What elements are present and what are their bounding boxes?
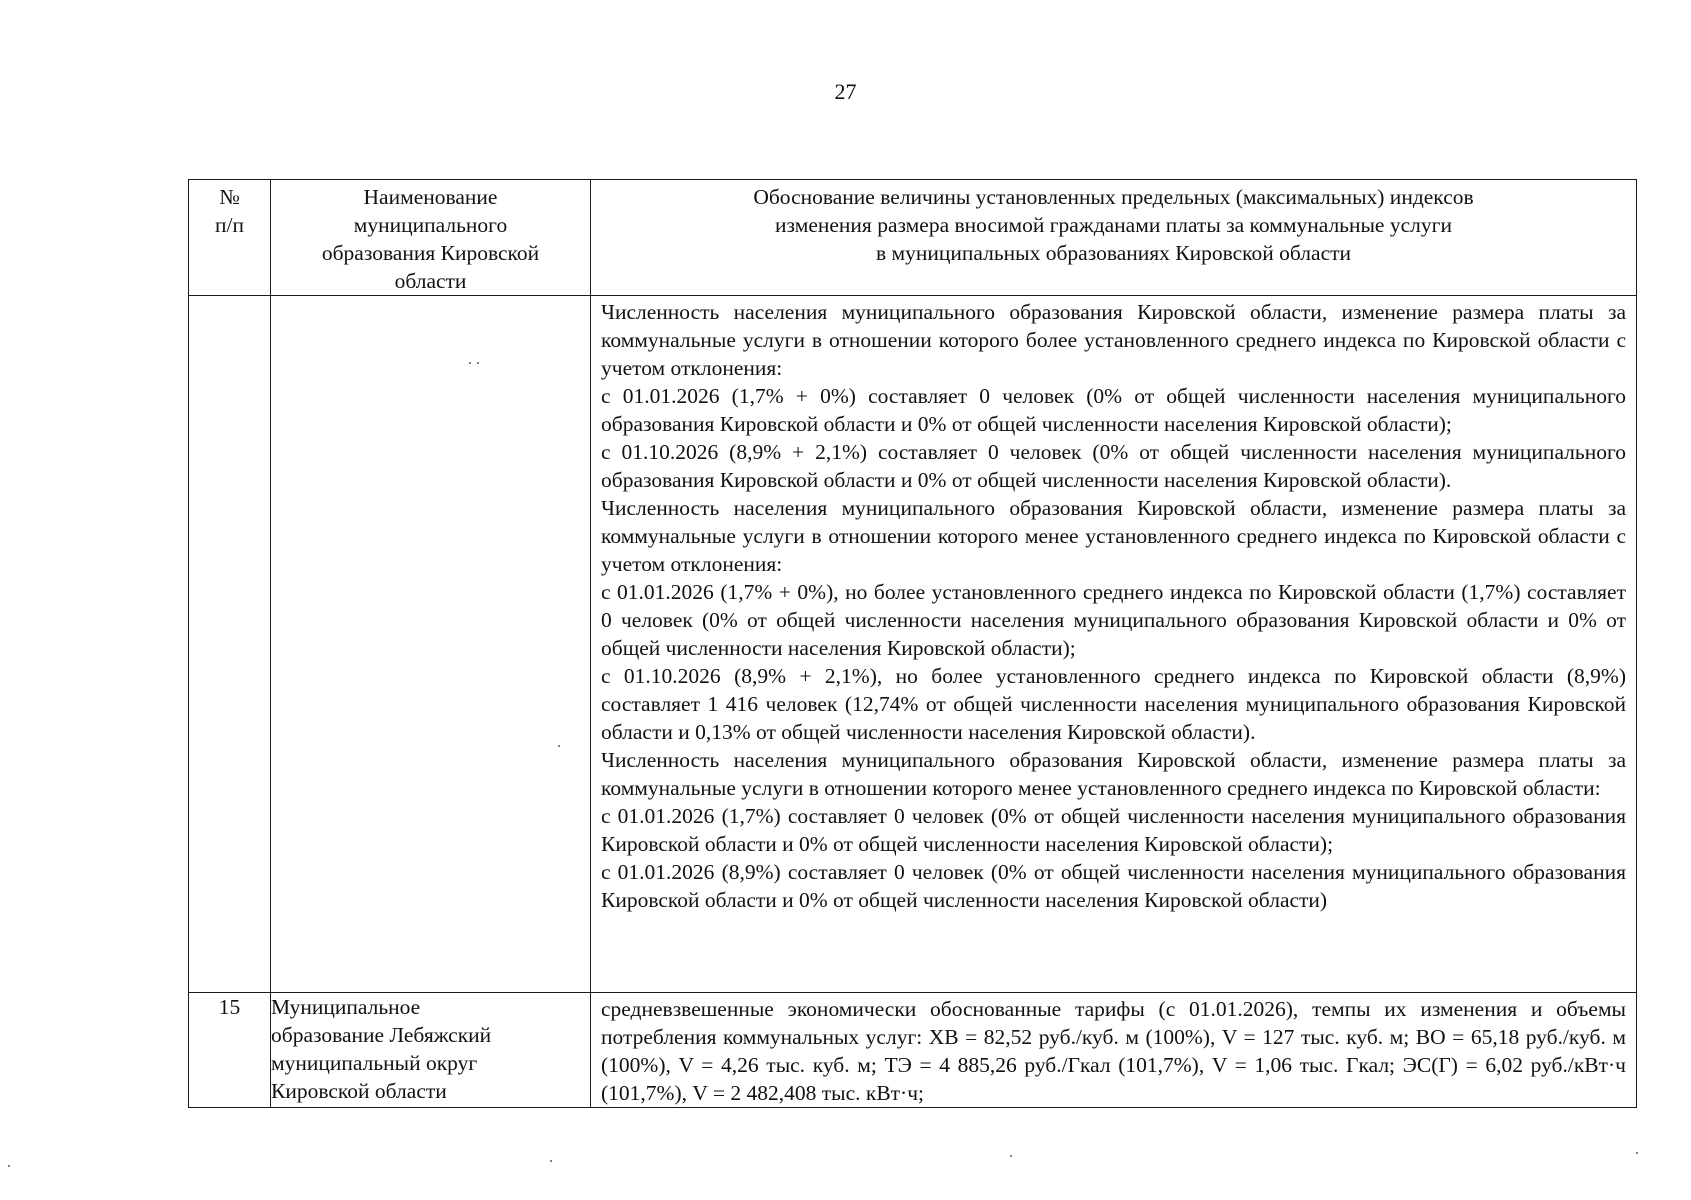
header-justification-line: Обоснование величины установленных предельных (максимальных) индексов <box>753 185 1474 209</box>
justification-paragraph: средневзвешенные экономически обоснованные тарифы (с 01.01.2026), темпы их изменения и объемы потребления коммунальных услуг: ХВ = 82,52 руб./куб. м (100%), V = 127 тыс. куб. м; ВО = 65,18 руб./куб. м (100%), V = 4,26 тыс. куб. м; ТЭ = 4 885,26 руб./Гкал (101,7%), V = 1,06 тыс. Гкал; ЭС(Г) = 6,02 руб./кВт·ч (101,7%), V = 2 482,408 тыс. кВт·ч; <box>601 997 1626 1105</box>
municipality-name-line: образование Лебяжский <box>271 1023 492 1047</box>
header-municipality-name <box>271 180 591 296</box>
scan-speck <box>1636 1152 1638 1154</box>
header-name-line: области <box>394 269 467 293</box>
row-number-cell <box>189 296 271 993</box>
municipality-name-line: Кировской области <box>271 1079 447 1103</box>
row-name-cell <box>271 993 591 1108</box>
row-name-cell <box>271 296 591 993</box>
scan-speck <box>477 362 479 364</box>
scan-speck <box>8 1165 10 1167</box>
header-name-line: Наименование <box>363 185 498 209</box>
scan-speck <box>469 362 471 364</box>
table-header-row <box>189 180 1637 296</box>
table-row <box>189 296 1637 993</box>
row-justification-cell <box>591 993 1637 1108</box>
scan-speck <box>558 745 560 747</box>
justification-paragraph: Численность населения муниципального образования Кировской области, изменение размера платы за коммунальные услуги в отношении которого более установленного среднего индекса по Кировской области с учетом отклонения: <box>601 300 1626 380</box>
header-justification-line: изменения размера вносимой гражданами платы за коммунальные услуги <box>775 213 1452 237</box>
justification-paragraph: Численность населения муниципального образования Кировской области, изменение размера платы за коммунальные услуги в отношении которого менее установленного среднего индекса по Кировской области с учетом отклонения: <box>601 496 1626 576</box>
row-justification-cell <box>591 296 1637 993</box>
scan-speck <box>1010 1155 1012 1157</box>
header-name-line: образования Кировской <box>321 241 540 265</box>
header-justification <box>591 180 1637 296</box>
header-number <box>189 180 271 296</box>
municipality-name-line: муниципальный округ <box>271 1051 478 1075</box>
justification-paragraph: с 01.01.2026 (1,7% + 0%) составляет 0 человек (0% от общей численности населения муниципального образования Кировской области и 0% от общей численности населения Кировской области); <box>601 384 1626 436</box>
justification-table <box>188 179 1637 1108</box>
header-number-line: п/п <box>215 213 244 237</box>
table-row <box>189 993 1637 1108</box>
scan-speck <box>550 1160 552 1162</box>
justification-paragraph: Численность населения муниципального образования Кировской области, изменение размера платы за коммунальные услуги в отношении которого менее установленного среднего индекса по Кировской области: <box>601 748 1626 800</box>
justification-paragraph: с 01.10.2026 (8,9% + 2,1%) составляет 0 человек (0% от общей численности населения муниципального образования Кировской области и 0% от общей численности населения Кировской области). <box>601 440 1626 492</box>
header-justification-line: в муниципальных образованиях Кировской области <box>875 241 1352 265</box>
row-number-cell: 15 <box>189 993 271 1108</box>
justification-paragraph: с 01.01.2026 (8,9%) составляет 0 человек (0% от общей численности населения муниципального образования Кировской области и 0% от общей численности населения Кировской области) <box>601 860 1626 912</box>
page-number: 27 <box>834 79 857 104</box>
justification-paragraph: с 01.10.2026 (8,9% + 2,1%), но более установленного среднего индекса по Кировской области (8,9%) составляет 1 416 человек (12,74% от общей численности населения муниципального образования Кировской области и 0,13% от общей численности населения Кировской области). <box>601 664 1626 744</box>
municipality-name-line: Муниципальное <box>271 995 421 1019</box>
justification-paragraph: с 01.01.2026 (1,7%) составляет 0 человек (0% от общей численности населения муниципального образования Кировской области и 0% от общей численности населения Кировской области); <box>601 804 1626 856</box>
header-number-line: № <box>219 185 240 209</box>
header-name-line: муниципального <box>353 213 508 237</box>
justification-paragraph: с 01.01.2026 (1,7% + 0%), но более установленного среднего индекса по Кировской области (1,7%) составляет 0 человек (0% от общей численности населения муниципального образования Кировской области и 0% от общей численности населения Кировской области); <box>601 580 1626 660</box>
